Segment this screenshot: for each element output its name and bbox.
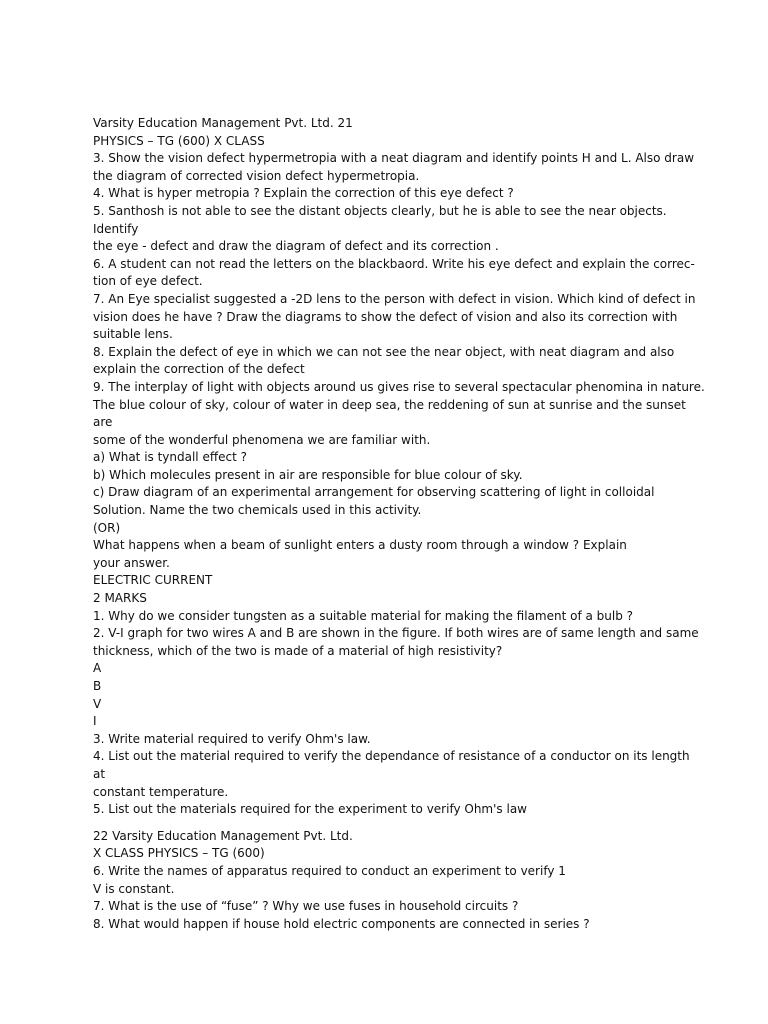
text-line: ELECTRIC CURRENT	[93, 573, 213, 588]
text-line: X CLASS PHYSICS – TG (600)	[93, 846, 265, 861]
document-section-page-21	[93, 115, 705, 819]
text-line: explain the correction of the defect	[93, 362, 305, 377]
section-gap	[93, 819, 683, 828]
text-line: thickness, which of the two is made of a material of high resistivity?	[93, 643, 503, 658]
text-line: 6. Write the names of apparatus required to conduct an experiment to verify 1	[93, 863, 566, 878]
text-line: suitable lens.	[93, 327, 173, 342]
text-line: 6. A student can not read the letters on the blackbaord. Write his eye defect and explain the correc-	[93, 256, 695, 271]
text-line: I	[93, 714, 97, 729]
text-line: Varsity Education Management Pvt. Ltd. 21	[93, 116, 353, 130]
text-line: What happens when a beam of sunlight enters a dusty room through a window ? Explain	[93, 538, 627, 553]
text-line: V	[93, 696, 102, 711]
text-line: Identify	[93, 221, 139, 236]
text-line: 5. Santhosh is not able to see the distant objects clearly, but he is able to see the near objects.	[93, 203, 667, 218]
document-section-page-22	[93, 828, 683, 934]
text-line: vision does he have ? Draw the diagrams to show the defect of vision and also its correction with	[93, 309, 678, 324]
document-page	[93, 115, 705, 933]
text-line: 7. An Eye specialist suggested a -2D lens to the person with defect in vision. Which kind of defect in	[93, 291, 696, 306]
text-line: 1. Why do we consider tungsten as a suitable material for making the filament of a bulb ?	[93, 608, 634, 623]
text-line: A	[93, 661, 102, 676]
text-line: 3. Show the vision defect hypermetropia with a neat diagram and identify points H and L. Also draw	[93, 151, 695, 166]
text-line: 8. Explain the defect of eye in which we can not see the near object, with neat diagram and also	[93, 344, 675, 359]
text-line: 8. What would happen if house hold electric components are connected in series ?	[93, 916, 590, 931]
text-line: constant temperature.	[93, 784, 229, 799]
text-line: The blue colour of sky, colour of water in deep sea, the reddening of sun at sunrise and the sunset	[93, 397, 686, 412]
text-line: Solution. Name the two chemicals used in this activity.	[93, 503, 422, 518]
text-line: the diagram of corrected vision defect hypermetropia.	[93, 168, 420, 183]
text-line: (OR)	[93, 520, 121, 535]
text-line: 5. List out the materials required for the experiment to verify Ohm's law	[93, 802, 527, 817]
text-line: 7. What is the use of “fuse” ? Why we use fuses in household circuits ?	[93, 899, 519, 914]
text-line: PHYSICS – TG (600) X CLASS	[93, 133, 265, 148]
text-line: 22 Varsity Education Management Pvt. Ltd.	[93, 828, 353, 843]
text-line: c) Draw diagram of an experimental arrangement for observing scattering of light in colloidal	[93, 485, 655, 500]
text-line: 2. V-I graph for two wires A and B are shown in the figure. If both wires are of same length and same	[93, 626, 699, 641]
text-line: 4. What is hyper metropia ? Explain the correction of this eye defect ?	[93, 186, 514, 201]
text-line: 4. List out the material required to verify the dependance of resistance of a conductor on its length	[93, 749, 690, 764]
text-line: tion of eye defect.	[93, 274, 203, 289]
text-line: are	[93, 415, 113, 430]
text-line: B	[93, 679, 102, 693]
text-line: 2 MARKS	[93, 591, 147, 606]
text-line: 9. The interplay of light with objects around us gives rise to several spectacular phenomina in nature.	[93, 379, 705, 394]
text-line: a) What is tyndall effect ?	[93, 450, 247, 465]
text-line: 3. Write material required to verify Ohm's law.	[93, 731, 371, 746]
text-line: V is constant.	[93, 881, 175, 896]
text-line: b) Which molecules present in air are responsible for blue colour of sky.	[93, 467, 523, 482]
text-line: your answer.	[93, 555, 170, 570]
text-line: some of the wonderful phenomena we are familiar with.	[93, 432, 431, 447]
text-line: at	[93, 766, 106, 781]
text-line: the eye - defect and draw the diagram of defect and its correction .	[93, 239, 499, 254]
